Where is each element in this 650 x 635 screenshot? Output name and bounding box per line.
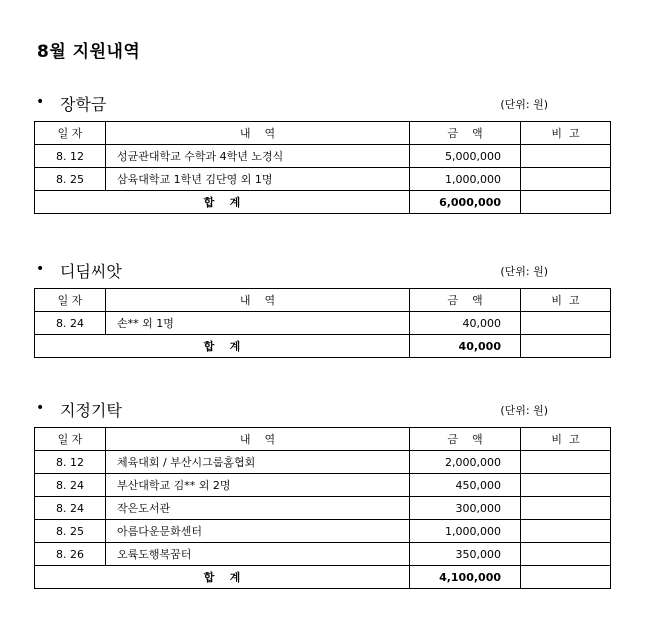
note-cell	[521, 335, 611, 358]
date-cell: 8. 26	[35, 543, 106, 566]
column-header-note: 비 고	[521, 289, 611, 312]
table-row	[35, 145, 611, 168]
table-header-row	[35, 289, 611, 312]
bullet: •	[36, 261, 45, 277]
section-header-scholarship	[36, 92, 610, 114]
table-row	[35, 543, 611, 566]
note-cell	[521, 543, 611, 566]
note-cell	[521, 312, 611, 335]
amount-cell: 350,000	[410, 543, 521, 566]
column-header-note: 비 고	[521, 122, 611, 145]
total-amount: 4,100,000	[410, 566, 521, 589]
total-label: 합 계	[35, 191, 410, 214]
note-cell	[521, 474, 611, 497]
total-row	[35, 191, 611, 214]
note-cell	[521, 191, 611, 214]
date-cell: 8. 25	[35, 520, 106, 543]
designated-table	[34, 427, 611, 589]
section-title: 지정기탁	[60, 401, 122, 420]
scholarship-table	[34, 121, 611, 214]
date-cell: 8. 12	[35, 145, 106, 168]
detail-cell: 부산대학교 김** 외 2명	[106, 474, 410, 497]
column-header-date: 일 자	[35, 289, 106, 312]
table-row	[35, 520, 611, 543]
note-cell	[521, 566, 611, 589]
amount-cell: 1,000,000	[410, 520, 521, 543]
bullet: •	[36, 94, 45, 110]
unit-label: (단위: 원)	[500, 98, 548, 111]
column-header-amount: 금 액	[410, 122, 521, 145]
date-cell: 8. 12	[35, 451, 106, 474]
section-header-designated	[36, 398, 610, 420]
column-header-amount: 금 액	[410, 289, 521, 312]
date-cell: 8. 24	[35, 474, 106, 497]
detail-cell: 체육대회 / 부산시그룹홈협회	[106, 451, 410, 474]
note-cell	[521, 168, 611, 191]
total-label: 합 계	[35, 335, 410, 358]
column-header-date: 일 자	[35, 122, 106, 145]
table-row	[35, 168, 611, 191]
date-cell: 8. 24	[35, 312, 106, 335]
column-header-date: 일 자	[35, 428, 106, 451]
date-cell: 8. 25	[35, 168, 106, 191]
detail-cell: 삼육대학교 1학년 김단영 외 1명	[106, 168, 410, 191]
detail-cell: 손** 외 1명	[106, 312, 410, 335]
note-cell	[521, 145, 611, 168]
amount-cell: 450,000	[410, 474, 521, 497]
unit-label: (단위: 원)	[500, 265, 548, 278]
note-cell	[521, 520, 611, 543]
table-header-row	[35, 428, 611, 451]
table-row	[35, 474, 611, 497]
table-row	[35, 451, 611, 474]
amount-cell: 2,000,000	[410, 451, 521, 474]
section-title: 디딤씨앗	[60, 262, 122, 281]
total-amount: 40,000	[410, 335, 521, 358]
section-title: 장학금	[60, 95, 107, 114]
amount-cell: 1,000,000	[410, 168, 521, 191]
column-header-detail: 내 역	[106, 289, 410, 312]
detail-cell: 아름다운문화센터	[106, 520, 410, 543]
unit-label: (단위: 원)	[500, 404, 548, 417]
detail-cell: 오륙도행복꿈터	[106, 543, 410, 566]
column-header-detail: 내 역	[106, 428, 410, 451]
date-cell: 8. 24	[35, 497, 106, 520]
total-label: 합 계	[35, 566, 410, 589]
amount-cell: 5,000,000	[410, 145, 521, 168]
column-header-amount: 금 액	[410, 428, 521, 451]
detail-cell: 작은도서관	[106, 497, 410, 520]
bullet: •	[36, 400, 45, 416]
table-header-row	[35, 122, 611, 145]
page-title: 8월 지원내역	[37, 42, 141, 62]
didim-table	[34, 288, 611, 358]
table-row	[35, 312, 611, 335]
column-header-note: 비 고	[521, 428, 611, 451]
total-amount: 6,000,000	[410, 191, 521, 214]
note-cell	[521, 497, 611, 520]
column-header-detail: 내 역	[106, 122, 410, 145]
table-row	[35, 497, 611, 520]
total-row	[35, 566, 611, 589]
section-header-didim	[36, 259, 610, 281]
detail-cell: 성균관대학교 수학과 4학년 노경식	[106, 145, 410, 168]
total-row	[35, 335, 611, 358]
amount-cell: 40,000	[410, 312, 521, 335]
note-cell	[521, 451, 611, 474]
amount-cell: 300,000	[410, 497, 521, 520]
